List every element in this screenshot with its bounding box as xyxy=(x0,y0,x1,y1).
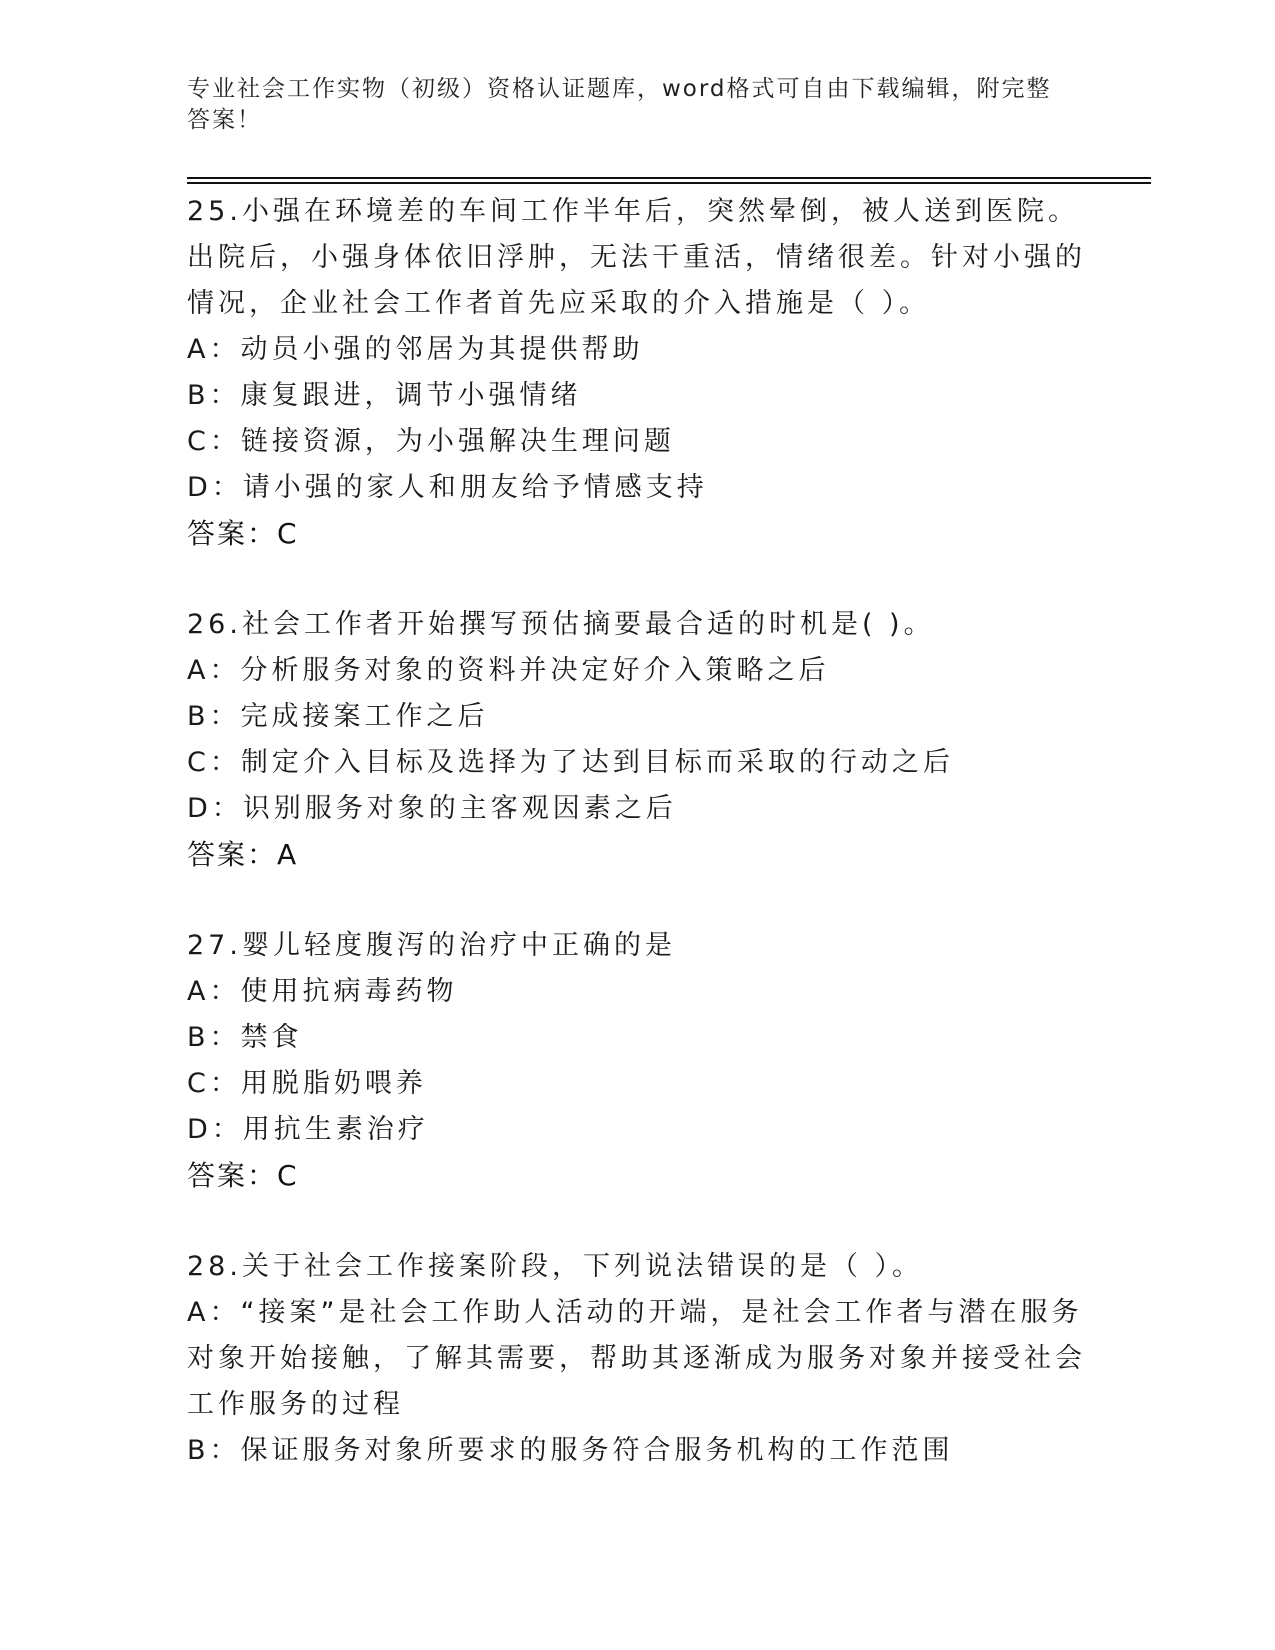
option-letter: A： xyxy=(187,976,241,1007)
option-c xyxy=(187,1061,1087,1107)
option-text: 链接资源，为小强解决生理问题 xyxy=(240,426,675,457)
answer-line: 答案：A xyxy=(187,838,299,871)
option-text: 使用抗病毒药物 xyxy=(240,976,458,1007)
option-a xyxy=(187,1290,1087,1428)
option-text: 完成接案工作之后 xyxy=(240,701,489,732)
option-letter: D： xyxy=(187,793,243,824)
option-letter: A： xyxy=(187,1297,241,1328)
option-letter: C： xyxy=(187,1068,241,1099)
option-letter: C： xyxy=(187,747,241,778)
option-text: 用脱脂奶喂养 xyxy=(240,1068,427,1099)
answer-line: 答案：C xyxy=(187,517,299,550)
question-26 xyxy=(187,602,1087,878)
option-letter: B： xyxy=(187,380,241,411)
option-text: 识别服务对象的主客观因素之后 xyxy=(242,793,677,824)
option-text: “接案”是社会工作助人活动的开端，是社会工作者与潜在服务对象开始接触，了解其需要，帮助其逐渐成为服务对象并接受社会工作服务的过程 xyxy=(187,1297,1086,1420)
document-header: 专业社会工作实物（初级）资格认证题库，word格式可自由下载编辑，附完整答案！ xyxy=(187,76,1052,133)
option-a xyxy=(187,327,1087,373)
header-rule-top xyxy=(187,177,1151,179)
option-letter: D： xyxy=(187,1114,243,1145)
option-letter: A： xyxy=(187,655,241,686)
option-d xyxy=(187,786,1087,832)
option-d xyxy=(187,465,1087,511)
option-d xyxy=(187,1107,1087,1153)
option-text: 请小强的家人和朋友给予情感支持 xyxy=(242,472,708,503)
option-text: 动员小强的邻居为其提供帮助 xyxy=(240,334,644,365)
option-text: 制定介入目标及选择为了达到目标而采取的行动之后 xyxy=(240,747,954,778)
option-letter: B： xyxy=(187,1022,241,1053)
question-28 xyxy=(187,1244,1087,1474)
option-letter: C： xyxy=(187,426,241,457)
question-stem: 26.社会工作者开始撰写预估摘要最合适的时机是( )。 xyxy=(187,609,935,640)
option-b xyxy=(187,1015,1087,1061)
option-letter: D： xyxy=(187,472,243,503)
option-letter: B： xyxy=(187,1435,241,1466)
option-c xyxy=(187,740,1087,786)
option-text: 用抗生素治疗 xyxy=(242,1114,429,1145)
option-a xyxy=(187,969,1087,1015)
question-stem: 27.婴儿轻度腹泻的治疗中正确的是 xyxy=(187,930,676,961)
option-a xyxy=(187,648,1087,694)
option-text: 禁食 xyxy=(240,1022,303,1053)
option-text: 康复跟进，调节小强情绪 xyxy=(240,380,582,411)
option-b xyxy=(187,1428,1087,1474)
option-text: 分析服务对象的资料并决定好介入策略之后 xyxy=(240,655,830,686)
option-text: 保证服务对象所要求的服务符合服务机构的工作范围 xyxy=(240,1435,954,1466)
option-letter: A： xyxy=(187,334,241,365)
question-stem: 25.小强在环境差的车间工作半年后，突然晕倒，被人送到医院。出院后，小强身体依旧浮肿，无法干重活，情绪很差。针对小强的情况，企业社会工作者首先应采取的介入措施是（ ）。 xyxy=(187,196,1086,319)
question-27 xyxy=(187,923,1087,1199)
option-b xyxy=(187,694,1087,740)
header-rule-bottom xyxy=(187,182,1151,184)
question-stem: 28.关于社会工作接案阶段，下列说法错误的是（ ）。 xyxy=(187,1251,924,1282)
answer-line: 答案：C xyxy=(187,1159,299,1192)
question-list xyxy=(187,189,1087,1519)
option-c xyxy=(187,419,1087,465)
option-letter: B： xyxy=(187,701,241,732)
option-b xyxy=(187,373,1087,419)
question-25 xyxy=(187,189,1087,557)
